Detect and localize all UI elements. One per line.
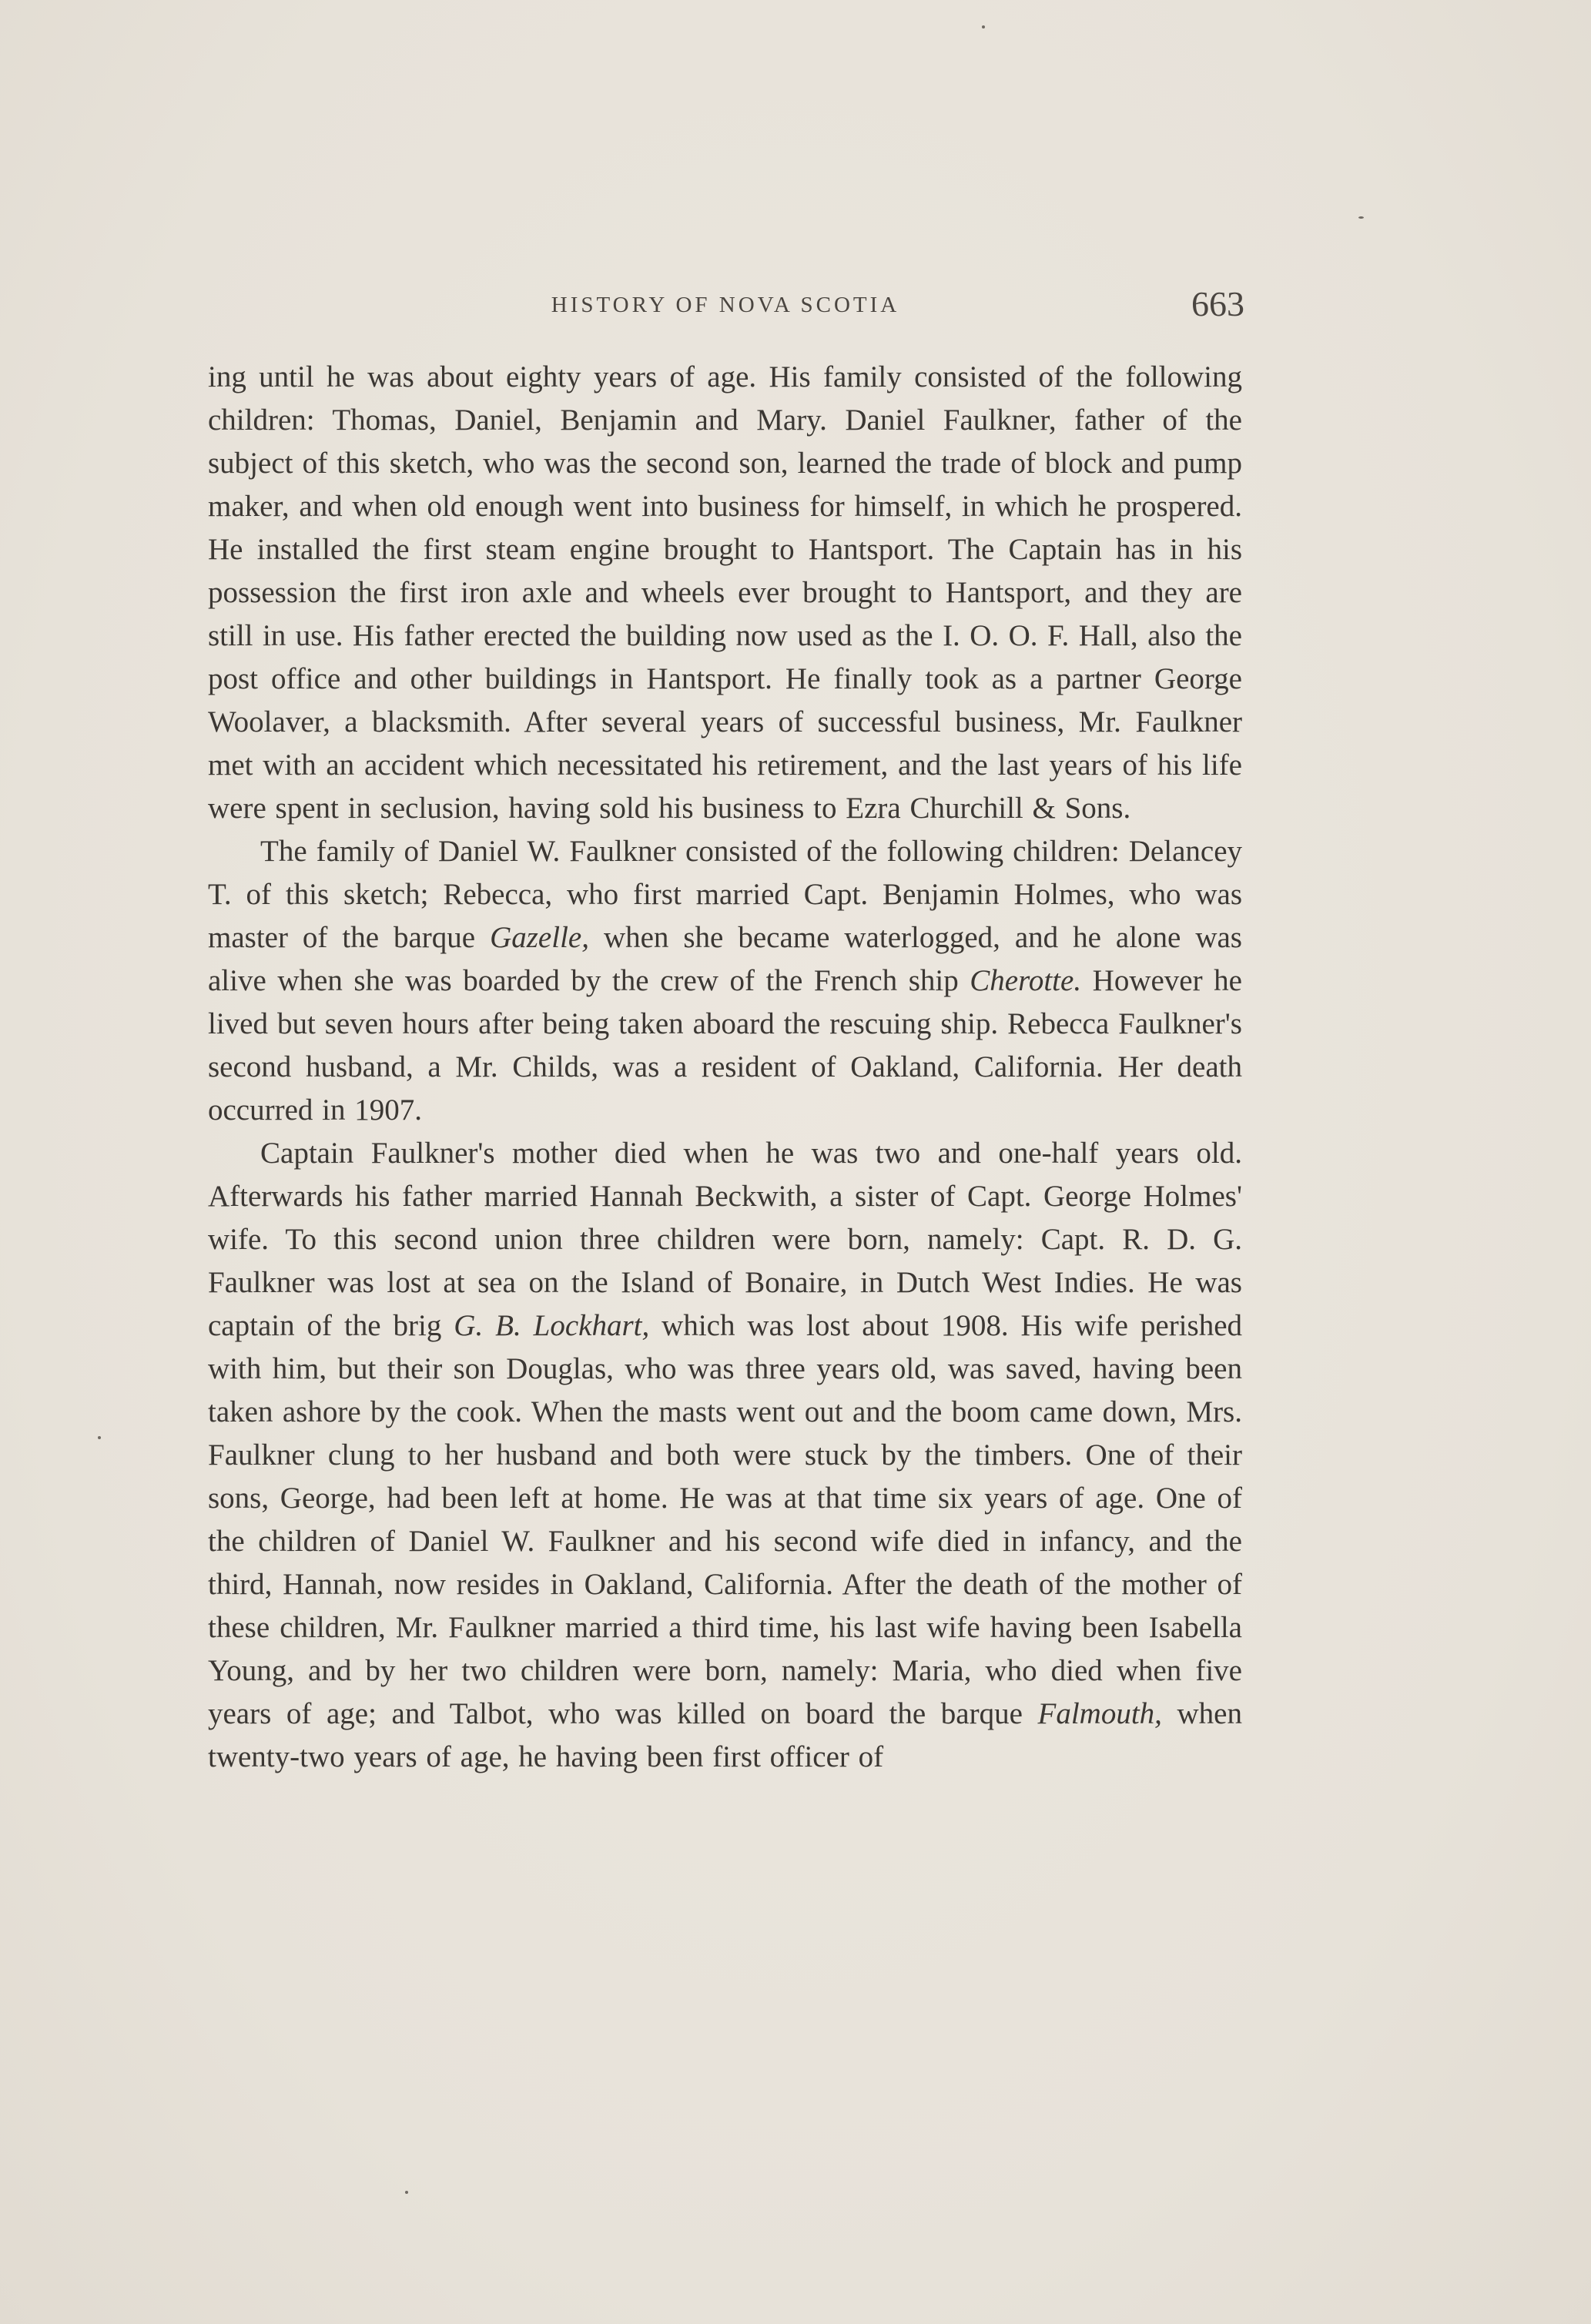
italic-ship-name: Gazelle, bbox=[490, 921, 589, 954]
italic-ship-name: Falmouth, bbox=[1037, 1697, 1162, 1730]
text-run: ing until he was about eighty years of age. His family consisted of the following children: Thomas, Daniel, Benjamin and Mary. Daniel Faulkner, father of the subject of this sketch, who was the second son, learned the trade of block and pump maker, and when old enough went into business for himself, in which he prospered. He installed the first steam engine brought to Hantsport. The Captain has in his possession the first iron axle and wheels ever brought to Hantsport, and they are still in use. His father erected the building now used as the I. O. O. F. Hall, also the post office and other buildings in Hantsport. He finally took as a partner George Woolaver, a blacksmith. After several years of successful business, Mr. Faulkner met with an accident which necessitated his retirement, and the last years of his life were spent in seclusion, having sold his business to Ezra Churchill & Sons. bbox=[208, 360, 1242, 825]
text-run: when twenty-two years of age, he having been first officer of bbox=[208, 1697, 1242, 1773]
italic-ship-name: Cherotte. bbox=[970, 964, 1082, 997]
italic-ship-name: G. B. Lockhart, bbox=[454, 1309, 650, 1342]
paragraph bbox=[208, 356, 1242, 830]
text-run: Captain Faulkner's mother died when he was two and one-half years old. Afterwards his father married Hannah Beckwith, a sister of Capt. George Holmes' wife. To this second union three children were born, namely: Capt. R. D. G. Faulkner was lost at sea on the Island of Bonaire, in Dutch West Indies. He was captain of the brig bbox=[208, 1137, 1242, 1342]
paper-speck bbox=[405, 2191, 408, 2194]
text-run: However he lived but seven hours after being taken aboard the rescuing ship. Rebecca Faulkner's second husband, a Mr. Childs, was a resident of Oakland, California. Her death occurred in 1907. bbox=[208, 964, 1242, 1127]
page-number: 663 bbox=[1191, 284, 1244, 323]
body-text bbox=[208, 356, 1242, 1779]
paper-speck bbox=[982, 25, 985, 28]
paper-speck bbox=[98, 1436, 101, 1439]
text-run: The family of Daniel W. Faulkner consisted of the following children: Delancey T. of this sketch; Rebecca, who first married Capt. Benjamin Holmes, who was master of the barque bbox=[208, 835, 1242, 954]
paragraph bbox=[208, 830, 1242, 1132]
running-head-title: HISTORY OF NOVA SCOTIA bbox=[551, 293, 900, 317]
running-head bbox=[206, 283, 1244, 330]
text-run: which was lost about 1908. His wife perished with him, but their son Douglas, who was three years old, was saved, having been taken ashore by the cook. When the masts went out and the boom came down, Mrs. Faulkner clung to her husband and both were stuck by the timbers. One of their sons, George, had been left at home. He was at that time six years of age. One of the children of Daniel W. Faulkner and his second wife died in infancy, and the third, Hannah, now resides in Oakland, California. After the death of the mother of these children, Mr. Faulkner married a third time, his last wife having been Isabella Young, and by her two children were born, namely: Maria, who died when five years of age; and Talbot, who was killed on board the barque bbox=[208, 1309, 1242, 1730]
paper-speck bbox=[1358, 216, 1364, 219]
text-run: when she became waterlogged, and he alone was alive when she was boarded by the crew of the French ship bbox=[208, 921, 1242, 997]
paragraph bbox=[208, 1132, 1242, 1779]
